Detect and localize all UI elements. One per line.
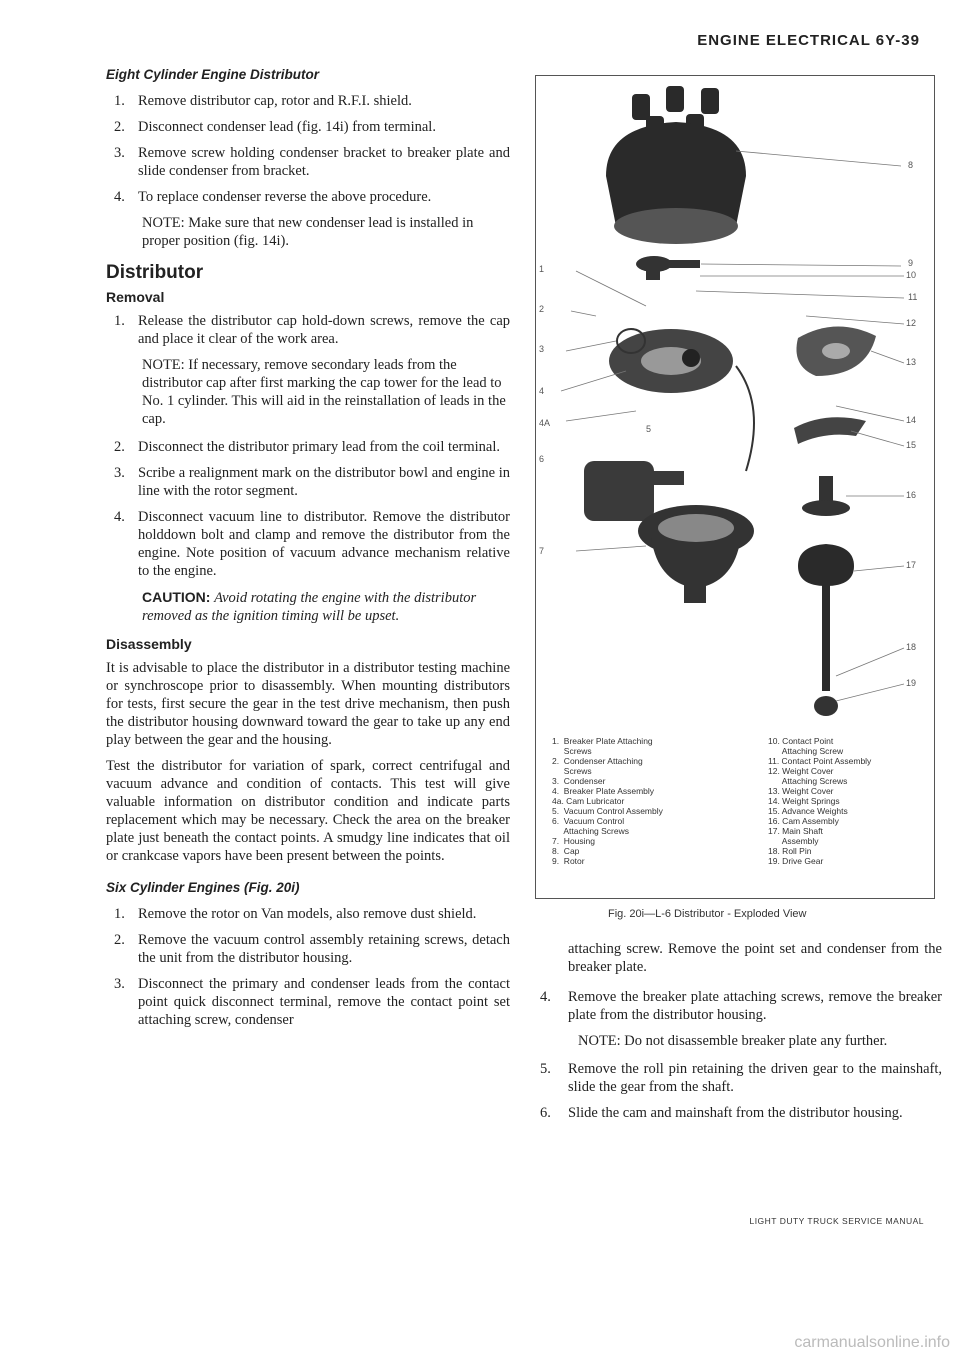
legend-item: 19. Drive Gear xyxy=(768,856,824,866)
list-item: 4. Disconnect vacuum line to distributor. Remove the distributor holddown bolt and clamp and remove the distributor from the engine. Note position of vacuum advance mechanism relative to the engine. xyxy=(114,509,510,579)
legend-right xyxy=(768,736,871,866)
callout-9: 9 xyxy=(908,258,914,268)
list-item: 5. Remove the roll pin retaining the driven gear to the mainshaft, slide the gear from the shaft. xyxy=(540,1061,942,1095)
legend-item: Screws xyxy=(552,766,592,776)
note-breaker-plate: NOTE: Do not disassemble breaker plate any further. xyxy=(578,1033,888,1049)
callout-14: 14 xyxy=(906,415,917,425)
callout-13: 13 xyxy=(906,357,917,367)
caution-label: CAUTION: xyxy=(142,589,211,605)
legend-item: Screws xyxy=(552,746,592,756)
callout-18: 18 xyxy=(906,642,917,652)
callout-16: 16 xyxy=(906,490,917,500)
caution-text: Avoid rotating the engine with the distributor removed as the ignition timing will be upset. xyxy=(142,590,477,624)
right-steps-b xyxy=(520,1060,942,1122)
legend-item: 16. Cam Assembly xyxy=(768,816,839,826)
list-item: 3. Scribe a realignment mark on the distributor bowl and engine in line with the rotor segment. xyxy=(114,465,510,499)
callout-1: 1 xyxy=(539,264,545,274)
callout-4: 4 xyxy=(539,386,545,396)
page-footer: LIGHT DUTY TRUCK SERVICE MANUAL xyxy=(749,1216,924,1226)
legend-item: Attaching Screw xyxy=(768,746,844,756)
eight-cylinder-steps xyxy=(106,92,510,206)
page-header: ENGINE ELECTRICAL 6Y-39 xyxy=(697,32,920,49)
callout-3: 3 xyxy=(539,344,545,354)
callout-10: 10 xyxy=(906,270,917,280)
callout-15: 15 xyxy=(906,440,917,450)
removal-steps-a xyxy=(106,312,510,348)
list-item: 1. Remove distributor cap, rotor and R.F.I. shield. xyxy=(114,93,412,109)
legend-item: 7. Housing xyxy=(552,836,595,846)
legend-item: 14. Weight Springs xyxy=(768,796,840,806)
caution-block xyxy=(106,588,510,625)
six-cylinder-steps xyxy=(106,905,510,1029)
callout-5: 5 xyxy=(646,424,652,434)
exploded-view-figure xyxy=(535,75,935,899)
weight-cover-part xyxy=(796,326,876,376)
section-title-eight-cylinder: Eight Cylinder Engine Distributor xyxy=(106,67,320,82)
right-steps-a xyxy=(520,988,942,1024)
continued-paragraph: attaching screw. Remove the point set and condenser from the breaker plate. xyxy=(568,941,942,975)
legend-item: 4a. Cam Lubricator xyxy=(552,796,625,806)
disassembly-paragraph-1: It is advisable to place the distributor in a distributor testing machine or synchroscope prior to disassembly. When mounting distributors for tests, first secure the gear in the test drive mechanism, then push the distributor housing downward toward the gear to take up any end play between the gear and the housing. xyxy=(106,660,510,748)
list-item: 2. Remove the vacuum control assembly retaining screws, detach the unit from the distributor housing. xyxy=(114,932,510,966)
list-item: 6. Slide the cam and mainshaft from the distributor housing. xyxy=(540,1105,903,1121)
main-shaft-part xyxy=(798,544,854,691)
list-item: 1. Remove the rotor on Van models, also remove dust shield. xyxy=(114,906,477,922)
legend-item: 12. Weight Cover xyxy=(768,766,834,776)
legend-item: 18. Roll Pin xyxy=(768,846,812,856)
list-item: 2. Disconnect condenser lead (fig. 14i) from terminal. xyxy=(114,119,436,135)
right-column xyxy=(520,940,942,1130)
rotor-part xyxy=(636,256,700,280)
callout-4a: 4A xyxy=(539,418,551,428)
section-title-six-cylinder: Six Cylinder Engines (Fig. 20i) xyxy=(106,880,300,895)
subsection-title-disassembly: Disassembly xyxy=(106,636,192,652)
section-title-distributor: Distributor xyxy=(106,262,204,283)
removal-steps-b xyxy=(106,438,510,580)
left-column xyxy=(106,62,510,1037)
legend-item: 4. Breaker Plate Assembly xyxy=(552,786,655,796)
callout-7: 7 xyxy=(539,546,545,556)
callout-19: 19 xyxy=(906,678,917,688)
legend-item: 5. Vacuum Control Assembly xyxy=(552,806,663,816)
callout-6: 6 xyxy=(539,454,545,464)
list-item: 3. Remove screw holding condenser bracket to breaker plate and slide condenser from bracket. xyxy=(114,145,510,179)
legend-item: 1. Breaker Plate Attaching xyxy=(552,736,653,746)
note-secondary-leads: NOTE: If necessary, remove secondary leads from the distributor cap after first marking the cap tower for the lead to No. 1 cylinder. This will aid in the reinstallation of leads in the cap. xyxy=(142,357,506,427)
callout-17: 17 xyxy=(906,560,917,570)
legend-item: Attaching Screws xyxy=(768,776,848,786)
distributor-illustration xyxy=(536,76,934,726)
note-condenser-lead: NOTE: Make sure that new condenser lead is installed in proper position (fig. 14i). xyxy=(142,215,474,249)
breaker-plate-part xyxy=(609,329,733,393)
legend-item: Assembly xyxy=(768,836,819,846)
legend-item: 17. Main Shaft xyxy=(768,826,823,836)
legend-left xyxy=(552,736,663,866)
legend-item: 3. Condenser xyxy=(552,776,606,786)
list-item: 3. Disconnect the primary and condenser leads from the contact point quick disconnect terminal, remove the contact point set attaching screw, condenser xyxy=(114,976,510,1028)
callout-2: 2 xyxy=(539,304,545,314)
drive-gear-part xyxy=(814,696,838,716)
callout-12: 12 xyxy=(906,318,917,328)
subsection-title-removal: Removal xyxy=(106,289,165,305)
watermark: carmanualsonline.info xyxy=(794,1334,950,1351)
advance-weights-part xyxy=(794,417,866,444)
legend-item: 2. Condenser Attaching xyxy=(552,756,643,766)
legend-item: 9. Rotor xyxy=(552,856,585,866)
legend-item: 13. Weight Cover xyxy=(768,786,834,796)
legend-item: 15. Advance Weights xyxy=(768,806,848,816)
legend-item: Attaching Screws xyxy=(552,826,630,836)
disassembly-paragraph-2: Test the distributor for variation of spark, correct centrifugal and vacuum advance and condition of contacts. This test will give valuable information on distributor condition and indicate parts replacement which may be necessary. Check the area on the breaker plate just beneath the contact points. A smudgy line indicates that oil or crankcase vapors have been present between the points. xyxy=(106,758,510,864)
legend-item: 8. Cap xyxy=(552,846,580,856)
cam-part xyxy=(802,476,850,516)
legend-item: 6. Vacuum Control xyxy=(552,816,625,826)
list-item: 1. Release the distributor cap hold-down screws, remove the cap and place it clear of the work area. xyxy=(114,313,510,347)
figure-caption: Fig. 20i—L-6 Distributor - Exploded View xyxy=(608,908,807,920)
legend-item: 11. Contact Point Assembly xyxy=(768,756,872,766)
callout-8: 8 xyxy=(908,160,914,170)
list-item: 4. Remove the breaker plate attaching screws, remove the breaker plate from the distributor housing. xyxy=(540,989,942,1023)
list-item: 4. To replace condenser reverse the above procedure. xyxy=(114,189,432,205)
callout-11: 11 xyxy=(908,292,918,302)
housing-part xyxy=(638,505,754,603)
list-item: 2. Disconnect the distributor primary lead from the coil terminal. xyxy=(114,439,500,455)
cap-part xyxy=(606,86,746,244)
legend-item: 10. Contact Point xyxy=(768,736,834,746)
